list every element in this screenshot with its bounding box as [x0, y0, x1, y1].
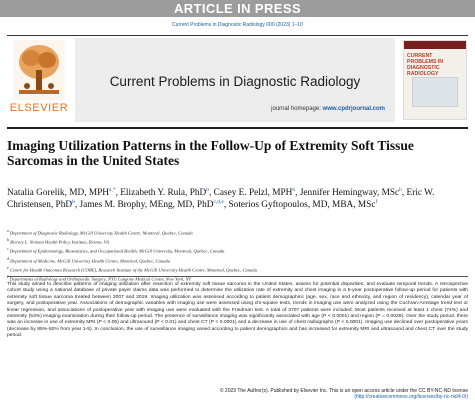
author-name[interactable]: Elizabeth Y. Rula, PhD — [120, 188, 207, 198]
citation-line[interactable]: Current Problems in Diagnostic Radiology 000 (2023) 1–10 — [172, 22, 303, 28]
author-name[interactable]: Eric W. Christensen, PhD — [7, 188, 435, 210]
author-affiliation-marker[interactable]: b — [72, 198, 75, 205]
elsevier-logo[interactable] — [7, 38, 71, 122]
author-name[interactable]: Jennifer Hemingway, MSc — [299, 188, 400, 198]
affiliation-key: d — [7, 256, 9, 261]
affiliation-item — [7, 256, 468, 265]
license-link[interactable]: (http://creativecommons.org/licenses/by-nc-nd/4.0/) — [354, 394, 468, 400]
author-name[interactable]: Casey E. Pelzl, MPH — [213, 188, 293, 198]
affiliation-key: c — [7, 247, 9, 252]
article-in-press-banner: ARTICLE IN PRESS — [0, 0, 475, 17]
author-separator: , — [208, 188, 214, 198]
author-affiliation-marker[interactable]: f — [375, 198, 378, 205]
affiliation-item — [7, 237, 468, 246]
elsevier-wordmark: ELSEVIER — [9, 102, 69, 114]
author-separator: , — [295, 188, 300, 198]
affiliation-key: e — [7, 265, 9, 270]
article-title: Imaging Utilization Patterns in the Follow-Up of Extremity Soft Tissue Sarcomas in the United States — [7, 138, 414, 168]
abstract-text: This study aimed to describe patterns of imaging utilization after resection of extremity soft tissue sarcoma in the United States, assess for potential disparities, and evaluate temporal trends. A retrospective cohort study using a national database of private payer claims data was performed to determine the utilization rate of extremity and chest imaging in a 5-year postoperative follow-up period for patients with extremity soft tissue sarcoma treated between 2007 and 2019. Imaging utilization was assessed according to patient demographics (age, sex, race and ethnicity, and region of residency), calendar year of surgery, and postoperative year. Associations of demographic variables with imaging use were assessed using chi-square tests, trends in imaging use were analyzed using the Cochran-Armitage trend test or linear regression, and associations of postoperative year with imaging use were evaluated with the Friedman test. A total of 3707 patients were included. Most patients received at least 1 chest (74%) and extremity (53%) imaging examination during their follow-up period. The presence of surveillance imaging was significantly associated with age (P < 0.0001) and region (P = 0.0029). Over the study period, there was an increase in use of extremity MRI (P < 0.05) and ultrasound (P < 0.01) and chest CT (P < 0.0001) and a decrease in use of chest radiographs (P < 0.0001). Imaging use declined over postoperative years (decrease by 85%-92% from year 1-5). In conclusion, the use of surveillance imaging varied according to patient demographics and has increased for extremity MRI and ultrasound and chest CT over the study period. — [7, 282, 468, 339]
author-separator: , — [401, 188, 407, 198]
author-affiliation-marker[interactable]: b — [399, 186, 402, 193]
author-separator: , — [115, 188, 121, 198]
author-name[interactable]: James M. Brophy, MEng, MD, PhD — [79, 199, 214, 210]
journal-cover-thumbnail[interactable] — [403, 40, 467, 120]
journal-title-band — [75, 38, 395, 122]
author-name[interactable]: Soterios Gyftopoulos, MD, MBA, MSc — [228, 199, 376, 210]
header-divider — [7, 35, 468, 36]
affiliation-text: Harvey L. Neiman Health Policy Institute, Reston, VA — [8, 239, 109, 245]
author-affiliation-marker[interactable]: b — [292, 186, 296, 193]
affiliation-text: Department of Diagnostic Radiology, McGill University Health Centre, Montreal, Quebec, Canada — [8, 230, 193, 236]
affiliation-text: Department of Epidemiology, Biostatistics, and Occupational Health, McGill University, Montreal, Quebec, Canada — [8, 249, 225, 254]
journal-name: Current Problems in Diagnostic Radiology — [109, 74, 361, 89]
license-text: © 2023 The Author(s). Published by Elsevier Inc. This is an open access article under the CC BY-NC-ND license — [219, 388, 468, 394]
license-notice — [7, 388, 468, 400]
author-name[interactable]: Natalia Gorelik, MD, MPH — [7, 188, 109, 198]
masthead-divider — [7, 127, 468, 129]
affiliation-text: Centre for Health Outcomes Research (CORE), Research Institute of the McGill University Health Centre, Montreal, Quebec, Canada — [8, 267, 258, 273]
affiliation-item — [7, 265, 468, 274]
author-affiliation-marker[interactable]: c,d,e — [213, 198, 224, 205]
journal-masthead — [7, 38, 468, 122]
affiliation-key: f — [7, 275, 9, 280]
journal-homepage — [75, 106, 395, 112]
affiliation-text: Department of Medicine, McGill University Health Centre, Montreal, Quebec, Canada — [8, 258, 171, 264]
author-list — [7, 188, 468, 211]
affiliation-item — [7, 246, 468, 255]
cover-title: CURRENT PROBLEMS IN DIAGNOSTIC RADIOLOGY — [407, 53, 444, 77]
affiliation-key: b — [7, 238, 9, 243]
affiliation-item — [7, 228, 468, 237]
homepage-link[interactable]: www.cpdrjournal.com — [322, 106, 385, 112]
cover-image — [412, 77, 458, 107]
author-affiliation-marker[interactable]: b — [206, 186, 209, 193]
affiliation-text: Departments of Radiology and Orthopaedic Surgery, NYU Langone Medical Center, New York, NY — [8, 276, 192, 282]
author-separator: , — [74, 199, 80, 210]
cover-top-strip — [404, 41, 466, 49]
author-affiliation-marker[interactable]: a,* — [109, 186, 116, 193]
elsevier-tree-icon — [13, 40, 65, 100]
affiliation-key: a — [7, 229, 9, 233]
homepage-label: journal homepage: — [271, 106, 321, 112]
author-separator: , — [223, 199, 229, 210]
